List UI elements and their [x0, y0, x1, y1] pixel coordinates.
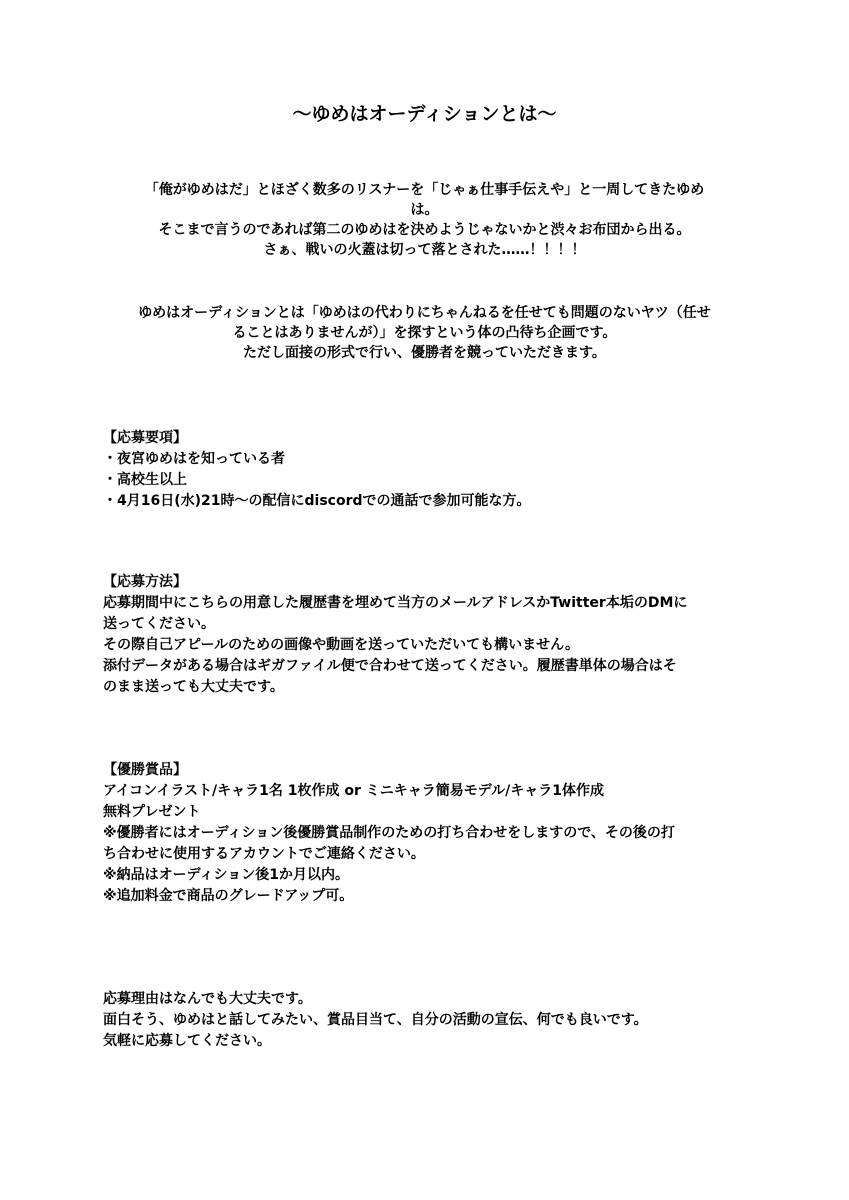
requirements-section — [103, 428, 753, 512]
intro-line: は。 — [410, 202, 439, 218]
section-heading: 【優勝賞品】 — [103, 762, 187, 778]
method-line: 添付データがある場合はギガファイル便で合わせて送ってください。履歴書単体の場合はそ — [103, 658, 677, 674]
requirement-item: ・4月16日(水)21時〜の配信にdiscordでの通話で参加可能な方。 — [103, 493, 531, 509]
about-line: ることはありませんが）」を探すという体の凸待ち企画です。 — [232, 325, 617, 341]
intro-line: さぁ、戦いの火蓋は切って落とされた……！！！！ — [263, 242, 586, 258]
application-method-section — [103, 572, 753, 698]
prize-line: アイコンイラスト/キャラ1名 1枚作成 or ミニキャラ簡易モデル/キャラ1体作成 — [103, 783, 604, 799]
page-title: 〜ゆめはオーディションとは〜 — [292, 103, 557, 125]
requirement-item: ・夜宮ゆめはを知っている者 — [103, 451, 285, 467]
about-line: ただし面接の形式で行い、優勝者を競っていただきます。 — [243, 345, 606, 361]
intro-line: そこまで言うのであれば第二のゆめはを決めようじゃないかと渋々お布団から出る。 — [158, 222, 691, 238]
method-line: 応募期間中にこちらの用意した履歴書を埋めて当方のメールアドレスかTwitter本垢のDMに — [103, 595, 688, 611]
prize-line: ※納品はオーディション後1か月以内。 — [103, 867, 349, 883]
method-line: 送ってください。 — [103, 616, 215, 632]
method-line: のまま送っても大丈夫です。 — [103, 679, 284, 695]
closing-line: 気軽に応募してください。 — [103, 1033, 271, 1049]
about-line: ゆめはオーディションとは「ゆめはの代わりにちゃんねるを任せても問題のないヤツ（任せ — [138, 305, 711, 321]
intro-paragraph — [102, 180, 747, 260]
about-paragraph — [102, 303, 747, 363]
section-heading: 【応募要項】 — [103, 430, 187, 446]
prize-line: 無料プレゼント — [103, 804, 201, 820]
prize-line: ※追加料金で商品のグレードアップ可。 — [103, 888, 354, 904]
closing-line: 面白そう、ゆめはと話してみたい、賞品目当て、自分の活動の宣伝、何でも良いです。 — [103, 1012, 648, 1028]
requirement-item: ・高校生以上 — [103, 472, 187, 488]
prize-line: ち合わせに使用するアカウントでご連絡ください。 — [103, 846, 425, 862]
method-line: その際自己アピールのための画像や動画を送っていただいても構いません。 — [103, 637, 579, 653]
closing-line: 応募理由はなんでも大丈夫です。 — [103, 991, 312, 1007]
intro-line: 「俺がゆめはだ」とほざく数多のリスナーを「じゃぁ仕事手伝えや」と一周してきたゆめ — [144, 182, 705, 198]
prize-section — [103, 760, 753, 907]
prize-line: ※優勝者にはオーディション後優勝賞品制作のための打ち合わせをしますので、その後の打 — [103, 825, 675, 841]
section-heading: 【応募方法】 — [103, 574, 187, 590]
closing-section — [103, 989, 753, 1052]
